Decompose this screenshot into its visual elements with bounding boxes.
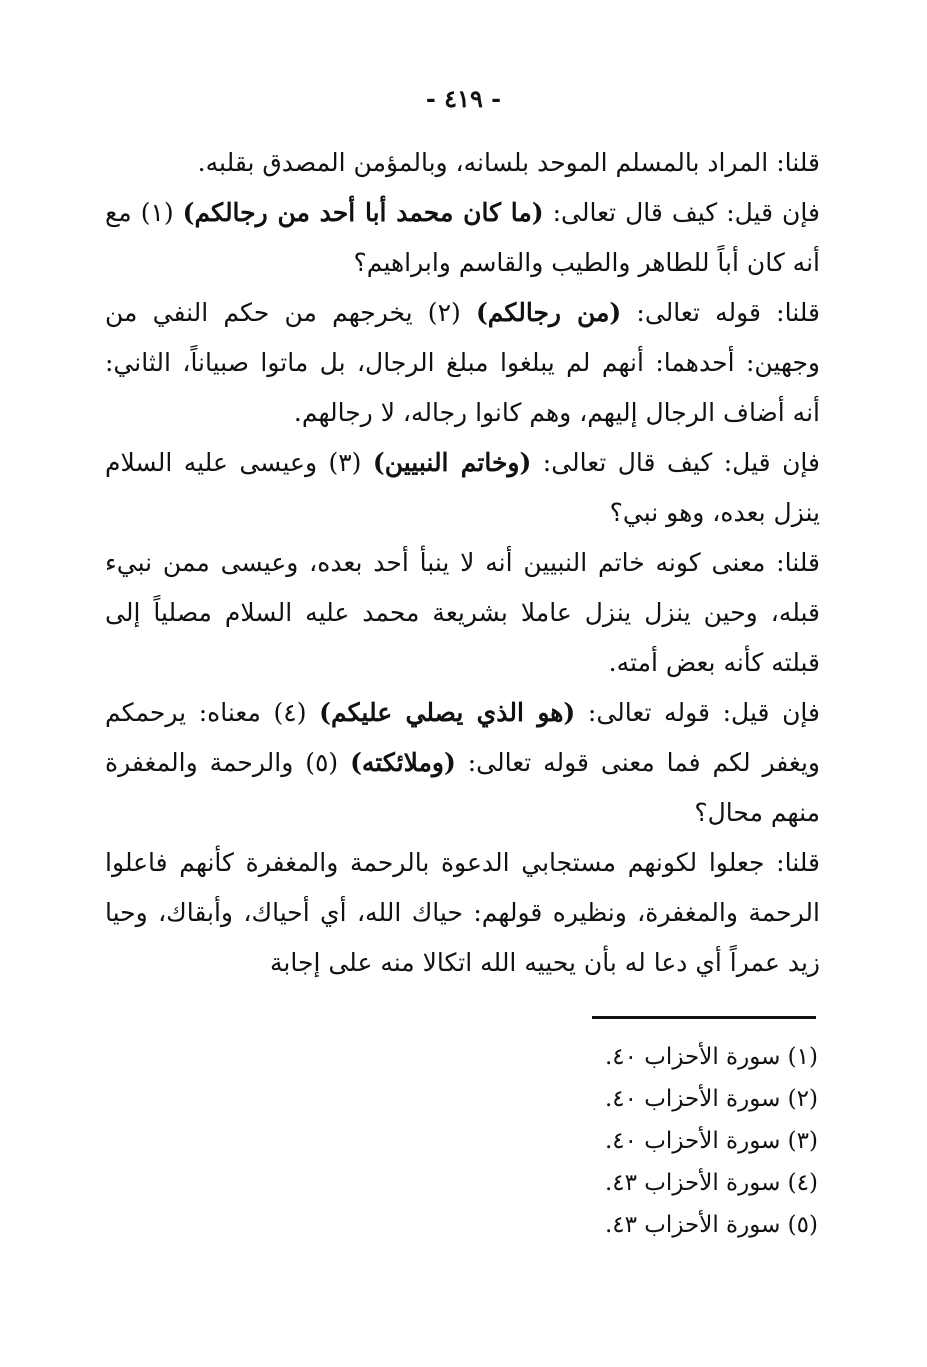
paragraph bbox=[105, 288, 820, 438]
text-segment: (٣) وعيسى عليه السلام ينزل بعده، وهو نبي؟ bbox=[105, 448, 820, 527]
text-segment: (٢) يخرجهم من حكم النفي من وجهين: أحدهما: أنهم لم يبلغوا مبلغ الرجال، بل ماتوا صبياناً، الثاني: أنه أضاف الرجال إليهم، وهم كانوا رجاله، لا رجالهم. bbox=[105, 298, 820, 427]
text-segment: قلنا: قوله تعالى: bbox=[621, 298, 820, 327]
text-segment: قلنا: جعلوا لكونهم مستجابي الدعوة بالرحمة والمغفرة كأنهم فاعلوا الرحمة والمغفرة، ونظيره قولهم: حياك الله، أي أحياك، وأبقاك، وحيا زيد عمراً أي دعا له بأن يحييه الله اتكالا منه على إجابة bbox=[105, 848, 820, 977]
paragraph bbox=[105, 138, 820, 188]
paragraph bbox=[105, 838, 820, 988]
text-segment: فإن قيل: كيف قال تعالى: bbox=[543, 198, 820, 227]
paragraph bbox=[105, 188, 820, 288]
quran-quote: (وملائكته) bbox=[350, 748, 456, 777]
paragraph bbox=[105, 688, 820, 838]
quran-quote: (وخاتم النبيين) bbox=[372, 448, 532, 477]
footnotes bbox=[460, 1036, 818, 1246]
quran-quote: (من رجالكم) bbox=[475, 298, 622, 327]
footnote-divider bbox=[592, 1016, 816, 1019]
footnote: (١) سورة الأحزاب ٤٠. bbox=[604, 1044, 818, 1070]
footnote: (٣) سورة الأحزاب ٤٠. bbox=[604, 1128, 818, 1154]
text-segment: (٤) معناه: يرحمكم ويغفر لكم فما معنى قوله تعالى: bbox=[105, 698, 821, 777]
paragraph bbox=[105, 438, 820, 538]
text-segment: قلنا: معنى كونه خاتم النبيين أنه لا ينبأ أحد بعده، وعيسى ممن نبيء قبله، وحين ينزل ينزل عاملا بشريعة محمد عليه السلام مصلياً إلى قبلته كأنه بعض أمته. bbox=[105, 548, 820, 677]
text-segment: فإن قيل: كيف قال تعالى: bbox=[531, 448, 821, 477]
page-number: - ٤١٩ - bbox=[425, 84, 502, 113]
text-segment: (١) مع أنه كان أباً للطاهر والطيب والقاسم وابراهيم؟ bbox=[105, 198, 820, 277]
footnote: (٢) سورة الأحزاب ٤٠. bbox=[604, 1086, 818, 1112]
quran-quote: (ما كان محمد أبا أحد من رجالكم) bbox=[182, 198, 544, 227]
quran-quote: (هو الذي يصلي عليكم) bbox=[319, 698, 576, 727]
footnote: (٤) سورة الأحزاب ٤٣. bbox=[604, 1170, 818, 1196]
body-text bbox=[105, 138, 820, 988]
footnote: (٥) سورة الأحزاب ٤٣. bbox=[604, 1212, 818, 1238]
text-segment: قلنا: المراد بالمسلم الموحد بلسانه، وبالمؤمن المصدق بقلبه. bbox=[197, 148, 820, 177]
text-segment: فإن قيل: قوله تعالى: bbox=[575, 698, 821, 727]
paragraph bbox=[105, 538, 820, 688]
text-segment: (٥) والرحمة والمغفرة منهم محال؟ bbox=[105, 748, 820, 827]
